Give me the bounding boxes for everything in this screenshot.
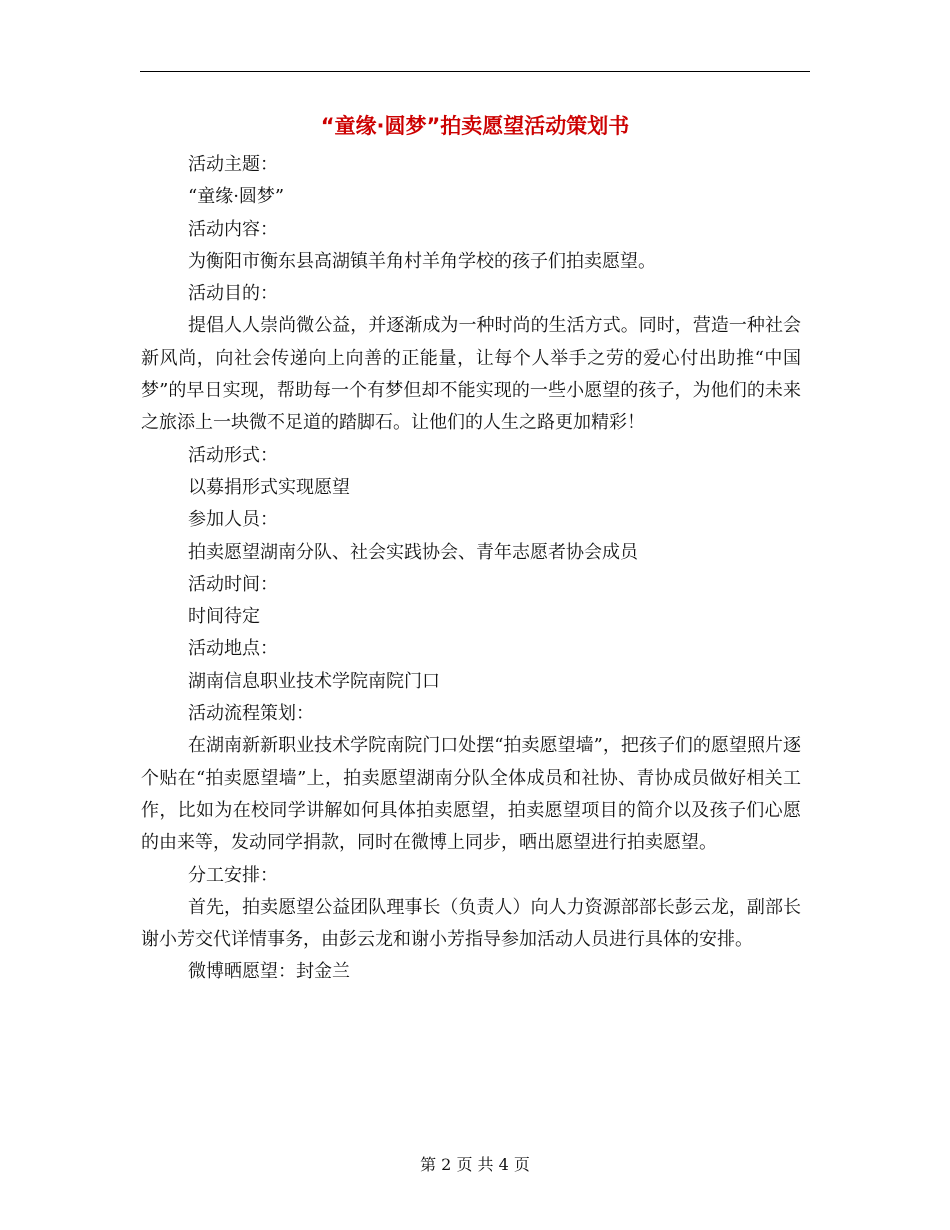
section-content-theme: “童缘·圆梦” [188,186,285,208]
section-heading-form: 活动形式： [188,444,278,466]
section-heading-participants: 参加人员： [188,509,278,531]
section-heading-purpose: 活动目的： [188,283,278,305]
section-heading-content: 活动内容： [188,218,278,240]
section-heading-division: 分工安排： [188,864,278,886]
section-content-location: 湖南信息职业技术学院南院门口 [188,670,440,692]
document-title: “童缘·圆梦”拍卖愿望活动策划书 [320,114,630,138]
section-content-purpose: 提倡人人崇尚微公益，并逐渐成为一种时尚的生活方式。同时，营造一种社会新风尚，向社会传递向上向善的正能量，让每个人举手之劳的爱心付出助推“中国梦”的早日实现，帮助每一个有梦但却不能实现的一些小愿望的孩子，为他们的未来之旅添上一块微不足道的踏脚石。让他们的人生之路更加精彩！ [141,315,801,434]
weibo-assignment-line: 微博晒愿望：封金兰 [188,961,350,983]
header-rule [140,71,810,72]
section-content-time: 时间待定 [188,606,260,628]
section-content-content: 为衡阳市衡东县高湖镇羊角村羊角学校的孩子们拍卖愿望。 [188,250,656,272]
section-content-division: 首先，拍卖愿望公益团队理事长（负责人）向人力资源部部长彭云龙，副部长谢小芳交代详情事务，由彭云龙和谢小芳指导参加活动人员进行具体的安排。 [141,896,801,951]
section-heading-process: 活动流程策划： [188,703,314,725]
section-heading-theme: 活动主题： [188,154,278,175]
page-number: 第 2 页 共 4 页 [420,1155,530,1174]
section-content-participants: 拍卖愿望湖南分队、社会实践协会、青年志愿者协会成员 [188,541,638,563]
section-heading-time: 活动时间： [188,573,278,595]
document-body [141,149,801,989]
section-content-process: 在湖南新新职业技术学院南院门口处摆“拍卖愿望墙”，把孩子们的愿望照片逐个贴在“拍卖愿望墙”上，拍卖愿望湖南分队全体成员和社协、青协成员做好相关工作，比如为在校同学讲解如何具体拍卖愿望，拍卖愿望项目的简介以及孩子们心愿的由来等，发动同学捐款，同时在微博上同步，晒出愿望进行拍卖愿望。 [141,735,801,854]
section-content-form: 以募捐形式实现愿望 [188,476,350,498]
section-heading-location: 活动地点： [188,638,278,660]
